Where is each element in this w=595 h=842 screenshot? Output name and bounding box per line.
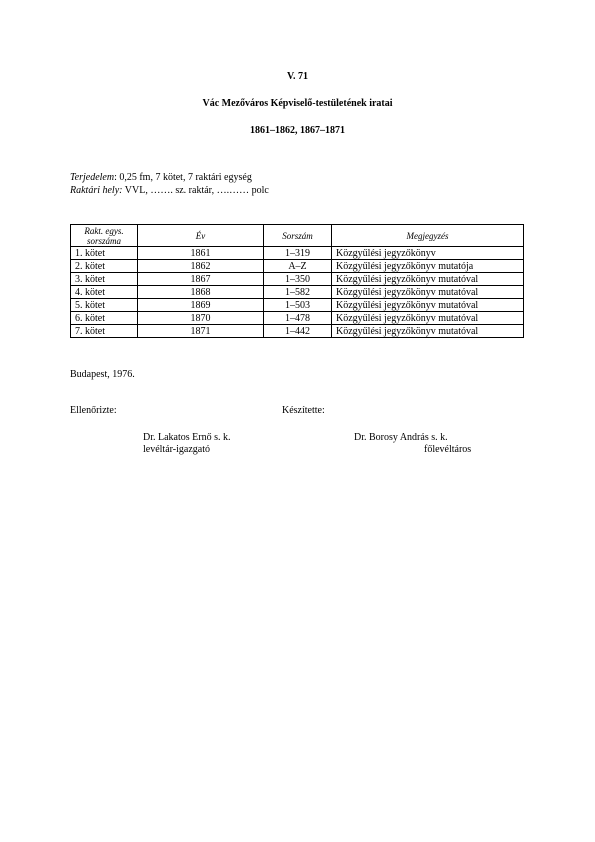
extent-label: Terjedelem: [70, 172, 115, 183]
table-row: [71, 247, 524, 260]
extent-value: : 0,25 fm, 7 kötet, 7 raktári egység: [114, 172, 252, 183]
cell-year: 1868: [138, 286, 264, 299]
cell-serial: 1–503: [264, 299, 332, 312]
volumes-table: [70, 224, 524, 338]
cell-serial: 1–582: [264, 286, 332, 299]
cell-year: 1871: [138, 325, 264, 338]
cell-year: 1862: [138, 260, 264, 273]
cell-unit: 3. kötet: [71, 273, 138, 286]
cell-unit: 6. kötet: [71, 312, 138, 325]
prepared-by-role: főlevéltáros: [424, 444, 472, 455]
location-line: [70, 185, 269, 196]
table-row: [71, 260, 524, 273]
cell-unit: 5. kötet: [71, 299, 138, 312]
header-year: Év: [138, 225, 264, 247]
cell-serial: A–Z: [264, 260, 332, 273]
cell-unit: 1. kötet: [71, 247, 138, 260]
record-code: V. 71: [287, 71, 308, 82]
cell-unit: 7. kötet: [71, 325, 138, 338]
cell-note: Közgyűlési jegyzőkönyv mutatóval: [332, 286, 524, 299]
table-row: [71, 325, 524, 338]
table-row: [71, 273, 524, 286]
cell-serial: 1–319: [264, 247, 332, 260]
prepared-by-name: Dr. Borosy András s. k.: [354, 432, 448, 443]
table-row: [71, 299, 524, 312]
table-header-row: [71, 225, 524, 247]
header-unit-line1: Rakt. egys.: [84, 225, 124, 236]
cell-serial: 1–442: [264, 325, 332, 338]
cell-serial: 1–350: [264, 273, 332, 286]
header-unit: [71, 225, 138, 247]
prepared-by-label: Készítette:: [282, 405, 325, 416]
date-range: 1861–1862, 1867–1871: [250, 125, 345, 136]
cell-note: Közgyűlési jegyzőkönyv: [332, 247, 524, 260]
table-row: [71, 312, 524, 325]
cell-note: Közgyűlési jegyzőkönyv mutatóval: [332, 273, 524, 286]
cell-note: Közgyűlési jegyzőkönyv mutatóval: [332, 325, 524, 338]
cell-serial: 1–478: [264, 312, 332, 325]
cell-unit: 2. kötet: [71, 260, 138, 273]
cell-year: 1861: [138, 247, 264, 260]
cell-year: 1867: [138, 273, 264, 286]
cell-note: Közgyűlési jegyzőkönyv mutatóval: [332, 312, 524, 325]
place-date: Budapest, 1976.: [70, 369, 135, 380]
cell-note: Közgyűlési jegyzőkönyv mutatója: [332, 260, 524, 273]
location-value: VVL, ……. sz. raktár, ….…… polc: [122, 185, 269, 196]
checked-by-name: Dr. Lakatos Ernő s. k.: [143, 432, 231, 443]
extent-line: [70, 172, 252, 183]
table-row: [71, 286, 524, 299]
header-unit-line2: sorszáma: [86, 235, 121, 246]
cell-year: 1869: [138, 299, 264, 312]
location-label: Raktári hely:: [70, 185, 123, 196]
header-note: Megjegyzés: [332, 225, 524, 247]
document-title: Vác Mezőváros Képviselő-testületének iratai: [202, 98, 393, 109]
header-serial: Sorszám: [264, 225, 332, 247]
checked-by-role: levéltár-igazgató: [143, 444, 210, 455]
cell-year: 1870: [138, 312, 264, 325]
cell-unit: 4. kötet: [71, 286, 138, 299]
cell-note: Közgyűlési jegyzőkönyv mutatóval: [332, 299, 524, 312]
checked-by-label: Ellenőrizte:: [70, 405, 117, 416]
